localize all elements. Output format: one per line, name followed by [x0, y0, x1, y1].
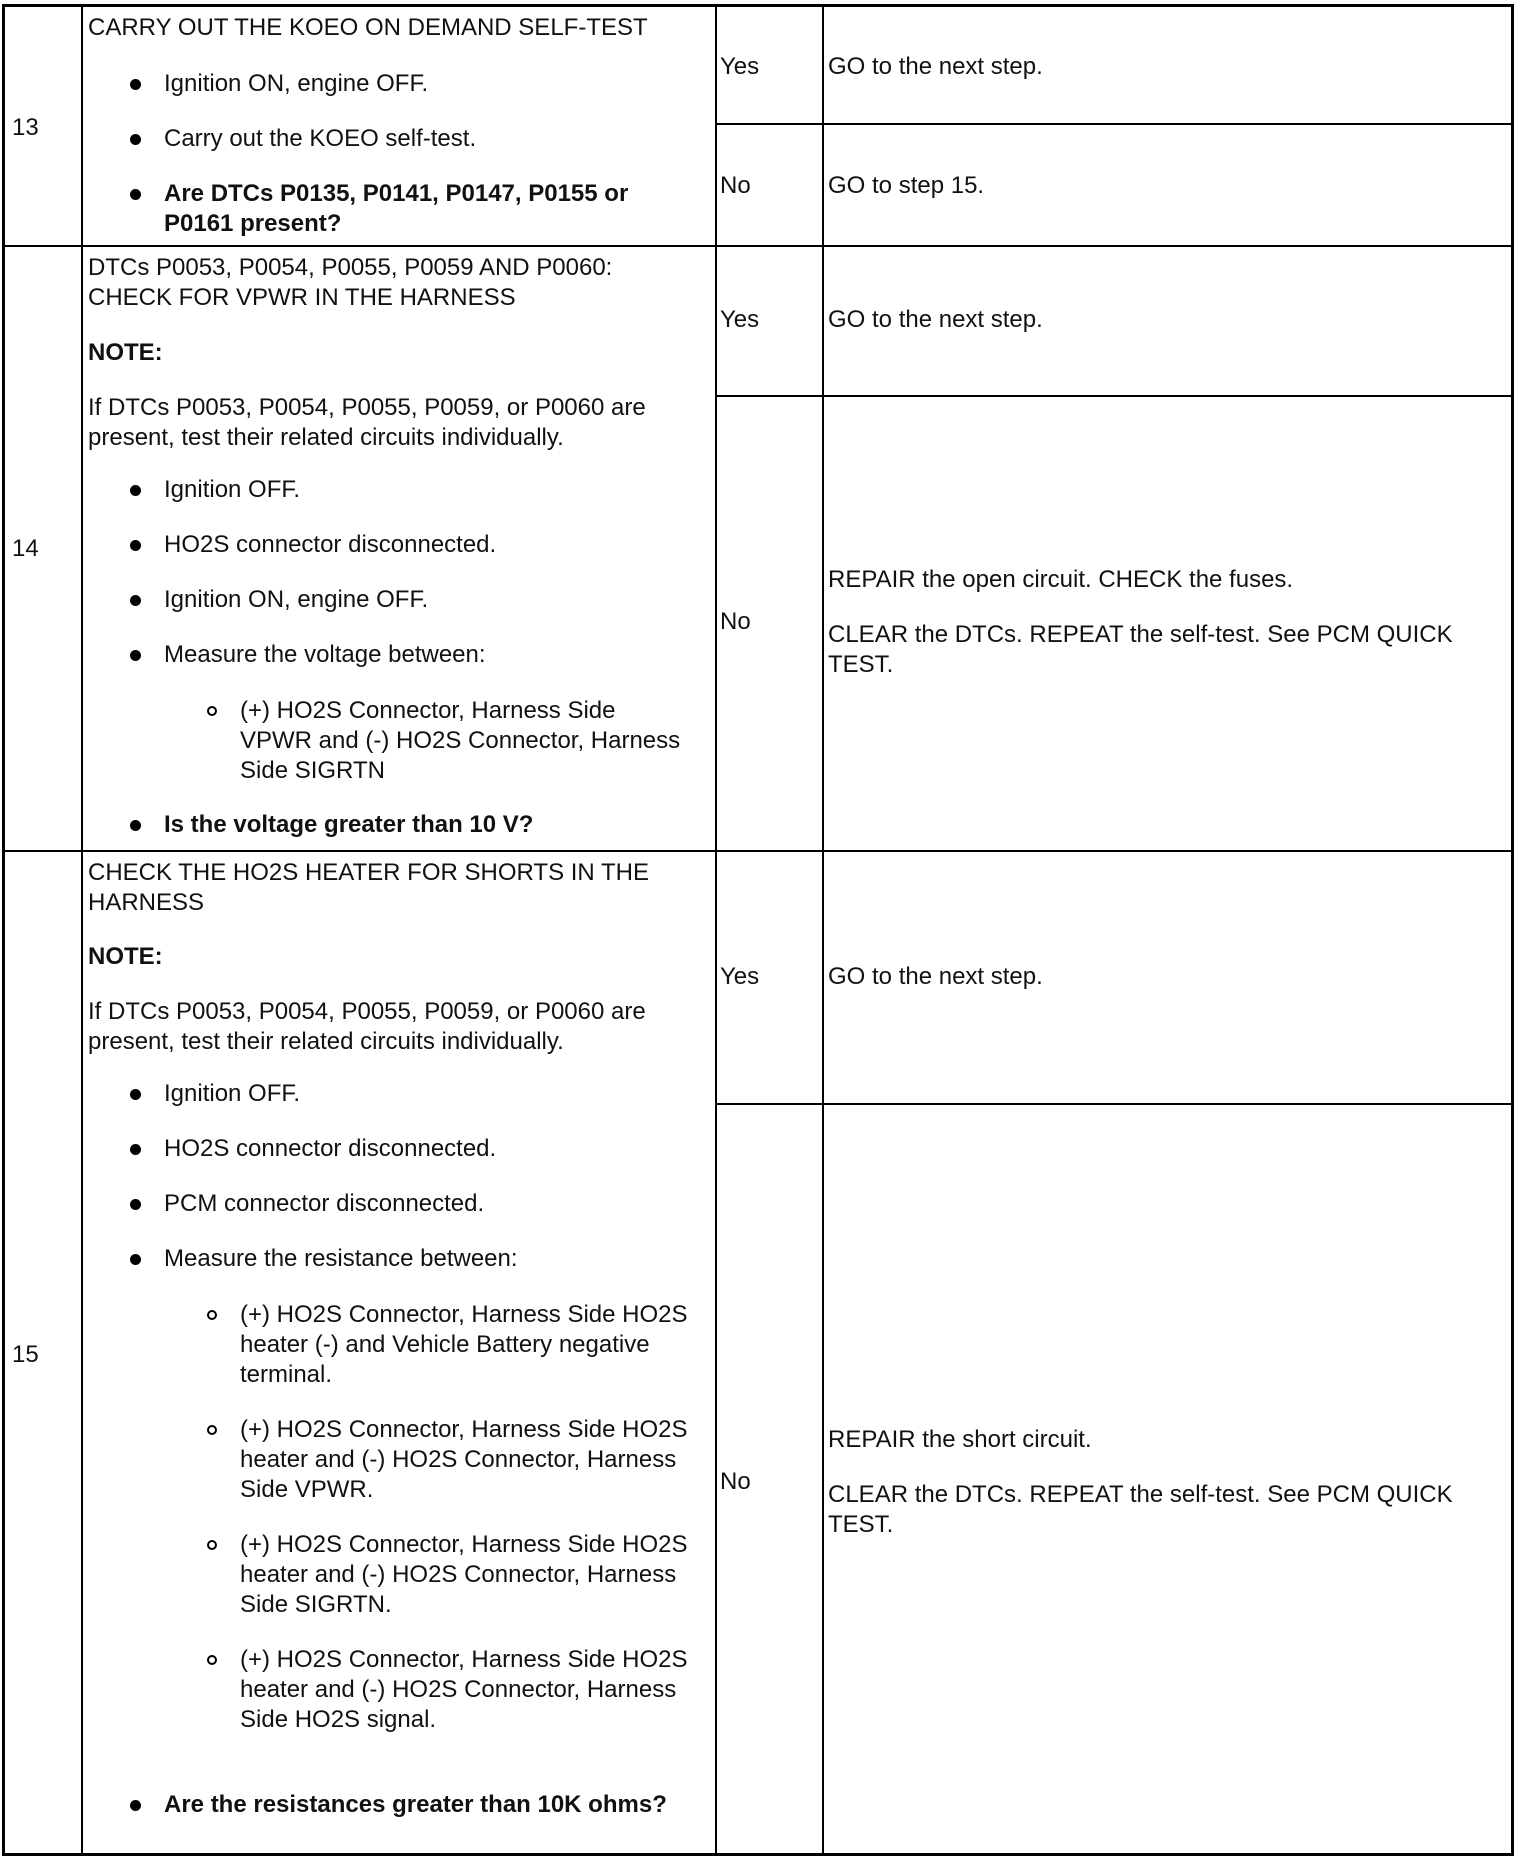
bullet-icon [130, 1199, 141, 1210]
step-instruction: HO2S connector disconnected. [164, 531, 497, 558]
sub-bullet-icon [207, 706, 217, 716]
step-heading: DTCs P0053, P0054, P0055, P0059 AND P0060: CHECK FOR VPWR IN THE HARNESS [88, 254, 613, 311]
measurement-point: (+) HO2S Connector, Harness Side HO2S heater and (-) HO2S Connector, Harness Side HO2S signal. [240, 1646, 688, 1733]
measurement-point: (+) HO2S Connector, Harness Side HO2S heater and (-) HO2S Connector, Harness Side VPWR. [240, 1416, 688, 1503]
column-divider [822, 4, 824, 1856]
bullet-icon [130, 79, 141, 90]
bullet-icon [130, 1800, 141, 1811]
no-label: No [720, 1468, 751, 1495]
yes-no-divider [715, 123, 1514, 125]
step-instruction: PCM connector disconnected. [164, 1190, 485, 1217]
yes-action: GO to the next step. [828, 306, 1043, 333]
step-number: 13 [12, 114, 39, 141]
step-instruction: Ignition OFF. [164, 1080, 301, 1107]
bullet-icon [130, 134, 141, 145]
step-instruction: Measure the resistance between: [164, 1245, 518, 1272]
measurement-point: (+) HO2S Connector, Harness Side VPWR and (-) HO2S Connector, Harness Side SIGRTN [240, 697, 681, 784]
row-divider [2, 245, 1514, 247]
measurement-point: (+) HO2S Connector, Harness Side HO2S heater and (-) HO2S Connector, Harness Side SIGRTN. [240, 1531, 688, 1618]
yes-action: GO to the next step. [828, 53, 1043, 80]
no-label: No [720, 172, 751, 199]
yes-label: Yes [720, 963, 760, 990]
sub-bullet-icon [207, 1310, 217, 1320]
no-action: CLEAR the DTCs. REPEAT the self-test. See PCM QUICK TEST. [828, 621, 1453, 678]
step-instruction: Carry out the KOEO self-test. [164, 125, 477, 152]
bullet-icon [130, 650, 141, 661]
yes-label: Yes [720, 306, 760, 333]
bullet-icon [130, 1254, 141, 1265]
bullet-icon [130, 820, 141, 831]
measurement-point: (+) HO2S Connector, Harness Side HO2S heater (-) and Vehicle Battery negative terminal. [240, 1301, 688, 1388]
yes-no-divider [715, 1103, 1514, 1105]
step-question: Are the resistances greater than 10K ohms? [164, 1791, 667, 1818]
bullet-icon [130, 189, 141, 200]
no-action: GO to step 15. [828, 172, 985, 199]
note-label: NOTE: [88, 943, 163, 970]
no-action: REPAIR the short circuit. [828, 1426, 1092, 1453]
bullet-icon [130, 540, 141, 551]
yes-no-divider [715, 395, 1514, 397]
row-divider [2, 850, 1514, 852]
note-text: If DTCs P0053, P0054, P0055, P0059, or P0060 are present, test their related circuits individually. [88, 998, 646, 1055]
step-number: 15 [12, 1341, 39, 1368]
no-label: No [720, 608, 751, 635]
sub-bullet-icon [207, 1425, 217, 1435]
sub-bullet-icon [207, 1540, 217, 1550]
bullet-icon [130, 485, 141, 496]
step-instruction: HO2S connector disconnected. [164, 1135, 497, 1162]
bullet-icon [130, 595, 141, 606]
note-text: If DTCs P0053, P0054, P0055, P0059, or P0060 are present, test their related circuits individually. [88, 394, 646, 451]
step-instruction: Ignition OFF. [164, 476, 301, 503]
bullet-icon [130, 1144, 141, 1155]
sub-bullet-icon [207, 1655, 217, 1665]
step-instruction: Ignition ON, engine OFF. [164, 586, 429, 613]
yes-label: Yes [720, 53, 760, 80]
no-action: REPAIR the open circuit. CHECK the fuses. [828, 566, 1294, 593]
column-divider [81, 4, 83, 1856]
no-action: CLEAR the DTCs. REPEAT the self-test. See PCM QUICK TEST. [828, 1481, 1453, 1538]
step-instruction: Measure the voltage between: [164, 641, 486, 668]
step-number: 14 [12, 535, 39, 562]
step-heading: CARRY OUT THE KOEO ON DEMAND SELF-TEST [88, 14, 648, 41]
step-instruction: Ignition ON, engine OFF. [164, 70, 429, 97]
step-heading: CHECK THE HO2S HEATER FOR SHORTS IN THE HARNESS [88, 859, 649, 916]
step-question: Are DTCs P0135, P0141, P0147, P0155 or P0161 present? [164, 180, 629, 237]
step-question: Is the voltage greater than 10 V? [164, 811, 534, 838]
yes-action: GO to the next step. [828, 963, 1043, 990]
bullet-icon [130, 1089, 141, 1100]
column-divider [715, 4, 717, 1856]
note-label: NOTE: [88, 339, 163, 366]
